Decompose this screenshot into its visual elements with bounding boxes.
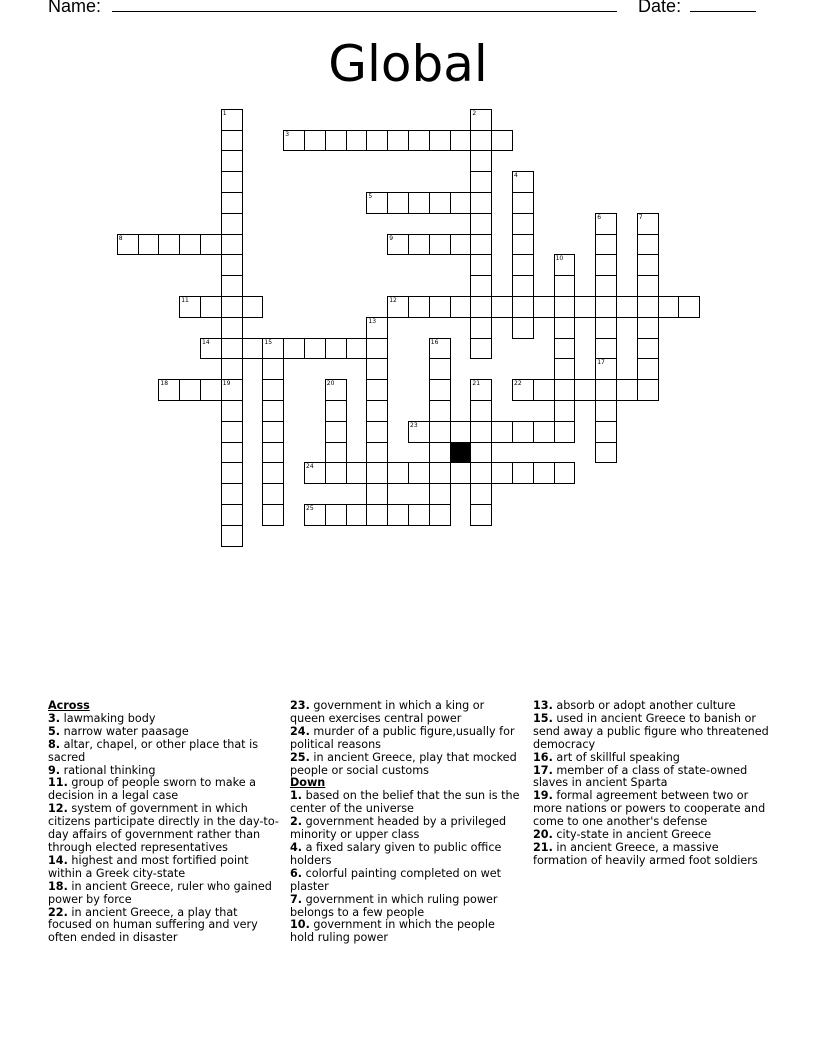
- grid-cell[interactable]: [221, 130, 243, 152]
- grid-cell[interactable]: [512, 296, 534, 318]
- grid-cell[interactable]: [470, 234, 492, 256]
- grid-cell[interactable]: [429, 400, 451, 422]
- clue-text: government in which ruling power belongs to a few people: [290, 892, 498, 919]
- clue-number: 18: [160, 380, 169, 388]
- grid-cell[interactable]: [304, 338, 326, 360]
- puzzle-title: Global: [328, 35, 488, 93]
- clue-number: 8: [118, 234, 123, 242]
- clue-number-label: 5.: [48, 724, 61, 738]
- grid-cell[interactable]: [512, 234, 534, 256]
- grid-cell[interactable]: [429, 358, 451, 380]
- grid-cell[interactable]: [429, 234, 451, 256]
- clue-number-label: 15.: [533, 711, 553, 725]
- grid-cell[interactable]: [637, 338, 659, 360]
- grid-cell[interactable]: [200, 379, 222, 401]
- grid-cell[interactable]: [304, 130, 326, 152]
- grid-cell[interactable]: [554, 400, 576, 422]
- grid-cell[interactable]: [262, 442, 284, 464]
- grid-cell[interactable]: [470, 275, 492, 297]
- grid-cell[interactable]: [470, 254, 492, 276]
- grid-cell[interactable]: [470, 109, 492, 131]
- clue-number: 24: [306, 463, 314, 471]
- grid-cell[interactable]: [429, 379, 451, 401]
- clue-number: 22: [514, 380, 522, 388]
- clue-item: [290, 726, 522, 752]
- clue-number-label: 9.: [48, 763, 61, 777]
- grid-cell[interactable]: [346, 504, 368, 526]
- grid-cell[interactable]: [637, 296, 659, 318]
- clue-number-label: 14.: [48, 853, 68, 867]
- grid-cell[interactable]: [512, 171, 534, 193]
- grid-cell[interactable]: [221, 358, 243, 380]
- grid-cell[interactable]: [470, 421, 492, 443]
- clue-number-label: 4.: [290, 840, 303, 854]
- grid-cell[interactable]: [387, 504, 409, 526]
- grid-cell[interactable]: [595, 442, 617, 464]
- clue-number: 17: [597, 359, 605, 367]
- grid-cell[interactable]: [429, 130, 451, 152]
- grid-cell[interactable]: [221, 317, 243, 339]
- grid-cell[interactable]: [637, 254, 659, 276]
- grid-cell[interactable]: [491, 462, 513, 484]
- clue-item: [48, 739, 280, 765]
- grid-cell[interactable]: [491, 130, 513, 152]
- grid-cell[interactable]: [429, 504, 451, 526]
- grid-cell[interactable]: [533, 421, 555, 443]
- clue-number-label: 18.: [48, 879, 68, 893]
- grid-cell[interactable]: [346, 338, 368, 360]
- grid-cell[interactable]: [325, 504, 347, 526]
- clue-number-label: 20.: [533, 828, 553, 842]
- grid-cell[interactable]: [325, 442, 347, 464]
- grid-cell[interactable]: [595, 317, 617, 339]
- clue-number-label: 8.: [48, 737, 61, 751]
- grid-cell[interactable]: [158, 379, 180, 401]
- clue-number-label: 17.: [533, 763, 553, 777]
- clue-item: [48, 777, 280, 803]
- clue-item: [48, 907, 280, 946]
- grid-cell[interactable]: [221, 338, 243, 360]
- grid-cell[interactable]: [366, 192, 388, 214]
- clue-item: [290, 894, 522, 920]
- grid-cell[interactable]: [262, 421, 284, 443]
- grid-cell[interactable]: [554, 296, 576, 318]
- grid-cell[interactable]: [366, 317, 388, 339]
- grid-cell[interactable]: [200, 234, 222, 256]
- grid-cell[interactable]: [387, 130, 409, 152]
- grid-cell[interactable]: [408, 296, 430, 318]
- grid-cell[interactable]: [366, 338, 388, 360]
- grid-cell[interactable]: [512, 213, 534, 235]
- clue-text: member of a class of state-owned slaves in ancient Sparta: [533, 763, 748, 790]
- clue-text: government headed by a privileged minority or upper class: [290, 815, 507, 842]
- grid-cell[interactable]: [221, 254, 243, 276]
- clue-number-label: 3.: [48, 711, 61, 725]
- clue-number: 5: [368, 193, 373, 200]
- grid-cell[interactable]: [429, 442, 451, 464]
- grid-cell[interactable]: [221, 483, 243, 505]
- clue-text: murder of a public figure,usually for political reasons: [290, 724, 515, 751]
- grid-cell[interactable]: [595, 275, 617, 297]
- grid-cell[interactable]: [554, 338, 576, 360]
- grid-cell[interactable]: [470, 150, 492, 172]
- grid-cell[interactable]: [387, 296, 409, 318]
- grid-cell[interactable]: [450, 192, 472, 214]
- grid-cell[interactable]: [637, 275, 659, 297]
- grid-cell[interactable]: [470, 192, 492, 214]
- grid-cell[interactable]: [637, 213, 659, 235]
- grid-cell[interactable]: [408, 462, 430, 484]
- grid-cell[interactable]: [470, 338, 492, 360]
- grid-cell[interactable]: [470, 171, 492, 193]
- grid-cell[interactable]: [179, 379, 201, 401]
- clue-item: [290, 919, 522, 945]
- clue-number-label: 22.: [48, 905, 68, 919]
- clue-item: [533, 765, 773, 791]
- clue-number-label: 21.: [533, 840, 553, 854]
- grid-cell[interactable]: [221, 379, 243, 401]
- grid-cell[interactable]: [221, 296, 243, 318]
- grid-cell[interactable]: [595, 296, 617, 318]
- grid-cell[interactable]: [179, 296, 201, 318]
- grid-cell[interactable]: [574, 379, 596, 401]
- clue-text: rational thinking: [60, 763, 156, 777]
- grid-cell[interactable]: [595, 234, 617, 256]
- grid-cell[interactable]: [616, 296, 638, 318]
- clue-number-label: 11.: [48, 776, 68, 790]
- clue-number: 13: [368, 317, 377, 325]
- grid-cell[interactable]: [262, 358, 284, 380]
- grid-cell[interactable]: [262, 400, 284, 422]
- clue-text: used in ancient Greece to banish or send away a public figure who threatened democracy: [533, 711, 769, 751]
- clue-text: in ancient Greece, play that mocked people or social customs: [290, 750, 517, 777]
- grid-cell[interactable]: [429, 296, 451, 318]
- name-label: Name:: [48, 0, 102, 16]
- grid-cell[interactable]: [408, 130, 430, 152]
- clue-text: altar, chapel, or other place that is sacred: [48, 737, 259, 764]
- clue-number: 11: [181, 297, 189, 304]
- clue-number-label: 1.: [290, 789, 303, 803]
- clue-text: city-state in ancient Greece: [552, 828, 712, 842]
- grid-cell[interactable]: [429, 462, 451, 484]
- grid-cell[interactable]: [158, 234, 180, 256]
- grid-cell[interactable]: [346, 130, 368, 152]
- grid-cell[interactable]: [200, 338, 222, 360]
- grid-cell[interactable]: [637, 317, 659, 339]
- grid-cell[interactable]: [554, 254, 576, 276]
- grid-cell[interactable]: [262, 483, 284, 505]
- clue-item: [48, 881, 280, 907]
- grid-cell[interactable]: [429, 338, 451, 360]
- grid-cell[interactable]: [221, 504, 243, 526]
- grid-cell[interactable]: [637, 234, 659, 256]
- grid-cell[interactable]: [387, 462, 409, 484]
- clue-text: formal agreement between two or more nations or powers to cooperate and come to one another's defense: [533, 789, 766, 829]
- grid-cell[interactable]: [429, 192, 451, 214]
- grid-cell[interactable]: [221, 525, 243, 547]
- grid-cell[interactable]: [470, 379, 492, 401]
- clue-item: [290, 700, 522, 726]
- clue-number: 3: [285, 130, 290, 138]
- clue-number-label: 24.: [290, 724, 310, 738]
- clue-text: a fixed salary given to public office holders: [290, 840, 502, 867]
- grid-cell[interactable]: [450, 130, 472, 152]
- grid-cell[interactable]: [221, 400, 243, 422]
- grid-cell[interactable]: [262, 338, 284, 360]
- grid-cell[interactable]: [283, 338, 305, 360]
- clue-text: in ancient Greece, ruler who gained power by force: [48, 879, 272, 906]
- clue-text: based on the belief that the sun is the center of the universe: [290, 789, 520, 816]
- grid-cell[interactable]: [221, 150, 243, 172]
- clue-number: 6: [597, 213, 602, 221]
- grid-cell[interactable]: [491, 421, 513, 443]
- grid-cell[interactable]: [512, 254, 534, 276]
- clue-number-label: 2.: [290, 815, 303, 829]
- grid-cell[interactable]: [595, 421, 617, 443]
- grid-cell[interactable]: [221, 442, 243, 464]
- clue-text: highest and most fortified point within a Greek city-state: [48, 853, 249, 880]
- grid-cell[interactable]: [325, 400, 347, 422]
- grid-cell[interactable]: [221, 462, 243, 484]
- grid-cell[interactable]: [616, 379, 638, 401]
- name-blank[interactable]: [112, 0, 617, 12]
- clue-text: government in which a king or queen exercises central power: [290, 699, 485, 725]
- clue-column-1: [48, 700, 280, 945]
- clue-number-label: 12.: [48, 802, 68, 816]
- clue-text: government in which the people hold ruling power: [290, 918, 495, 945]
- clue-number: 4: [514, 172, 518, 180]
- grid-cell[interactable]: [595, 379, 617, 401]
- name-date-line: [48, 0, 748, 17]
- date-label: Date:: [638, 0, 682, 16]
- grid-cell[interactable]: [221, 234, 243, 256]
- clue-item: [290, 816, 522, 842]
- clue-text: absorb or adopt another culture: [552, 699, 736, 712]
- grid-cell[interactable]: [325, 338, 347, 360]
- grid-cell[interactable]: [325, 379, 347, 401]
- grid-cell[interactable]: [221, 275, 243, 297]
- grid-cell[interactable]: [554, 275, 576, 297]
- grid-cell[interactable]: [221, 109, 243, 131]
- grid-cell[interactable]: [533, 379, 555, 401]
- clue-number: 23: [410, 421, 418, 429]
- clue-number: 16: [430, 338, 439, 346]
- black-square: [450, 442, 472, 464]
- grid-cell[interactable]: [429, 421, 451, 443]
- clue-number-label: 13.: [533, 699, 553, 712]
- clue-text: in ancient Greece, a play that focused on human suffering and very often ended in disaster: [48, 905, 258, 945]
- grid-cell[interactable]: [346, 462, 368, 484]
- grid-cell[interactable]: [637, 379, 659, 401]
- grid-cell[interactable]: [304, 504, 326, 526]
- grid-cell[interactable]: [221, 171, 243, 193]
- down-heading: Down: [290, 776, 326, 790]
- grid-cell[interactable]: [387, 192, 409, 214]
- grid-cell[interactable]: [262, 462, 284, 484]
- grid-cell[interactable]: [366, 504, 388, 526]
- grid-cell[interactable]: [366, 400, 388, 422]
- grid-cell[interactable]: [242, 338, 264, 360]
- clue-number-label: 16.: [533, 750, 553, 764]
- clue-item: [290, 752, 522, 778]
- clue-number-label: 25.: [290, 750, 310, 764]
- grid-cell[interactable]: [554, 358, 576, 380]
- grid-cell[interactable]: [470, 213, 492, 235]
- grid-cell[interactable]: [200, 296, 222, 318]
- grid-cell[interactable]: [470, 462, 492, 484]
- grid-cell[interactable]: [554, 317, 576, 339]
- clue-text: art of skillful speaking: [552, 750, 680, 764]
- clue-column-3: [533, 700, 773, 868]
- grid-cell[interactable]: [408, 234, 430, 256]
- grid-cell[interactable]: [512, 192, 534, 214]
- clue-item: [48, 803, 280, 855]
- grid-cell[interactable]: [138, 234, 160, 256]
- clue-number-label: 10.: [290, 918, 310, 932]
- grid-cell[interactable]: [470, 442, 492, 464]
- clue-number: 9: [389, 234, 394, 242]
- grid-cell[interactable]: [595, 338, 617, 360]
- grid-cell[interactable]: [221, 213, 243, 235]
- clue-number-label: 6.: [290, 866, 303, 880]
- grid-cell[interactable]: [470, 400, 492, 422]
- grid-cell[interactable]: [450, 462, 472, 484]
- across-heading: Across: [48, 699, 90, 712]
- grid-cell[interactable]: [366, 421, 388, 443]
- grid-cell[interactable]: [366, 483, 388, 505]
- grid-cell[interactable]: [366, 379, 388, 401]
- grid-cell[interactable]: [470, 317, 492, 339]
- grid-cell[interactable]: [533, 462, 555, 484]
- clue-number: 10: [555, 255, 564, 263]
- grid-cell[interactable]: [366, 130, 388, 152]
- clue-number: 25: [306, 505, 314, 512]
- clue-text: system of government in which citizens participate directly in the day-to-day affairs of government rather than through elected representatives: [48, 802, 279, 854]
- grid-cell[interactable]: [304, 462, 326, 484]
- grid-cell[interactable]: [554, 421, 576, 443]
- clue-number: 12: [389, 297, 397, 304]
- grid-cell[interactable]: [450, 234, 472, 256]
- clue-text: lawmaking body: [60, 711, 156, 725]
- clue-item: [290, 842, 522, 868]
- grid-cell[interactable]: [325, 462, 347, 484]
- grid-cell[interactable]: [366, 462, 388, 484]
- grid-cell[interactable]: [595, 358, 617, 380]
- clue-number: 7: [638, 213, 643, 221]
- clue-number: 1: [222, 109, 227, 117]
- grid-cell[interactable]: [470, 296, 492, 318]
- clue-text: colorful painting completed on wet plaster: [290, 866, 502, 893]
- grid-cell[interactable]: [595, 213, 617, 235]
- grid-cell[interactable]: [221, 192, 243, 214]
- grid-cell[interactable]: [574, 296, 596, 318]
- grid-cell[interactable]: [179, 234, 201, 256]
- clue-column-2: [290, 700, 522, 945]
- grid-cell[interactable]: [325, 421, 347, 443]
- grid-cell[interactable]: [595, 400, 617, 422]
- clue-number: 2: [472, 109, 477, 117]
- grid-cell[interactable]: [283, 130, 305, 152]
- grid-cell[interactable]: [512, 421, 534, 443]
- clue-number: 19: [222, 380, 231, 388]
- clue-text: group of people sworn to make a decision in a legal case: [48, 776, 257, 803]
- grid-cell[interactable]: [637, 358, 659, 380]
- clue-number-label: 7.: [290, 892, 303, 906]
- grid-cell[interactable]: [408, 192, 430, 214]
- clue-number: 15: [264, 338, 273, 346]
- grid-cell[interactable]: [366, 442, 388, 464]
- grid-cell[interactable]: [470, 504, 492, 526]
- clue-number: 14: [202, 338, 210, 346]
- grid-cell[interactable]: [242, 296, 264, 318]
- grid-cell[interactable]: [512, 275, 534, 297]
- grid-cell[interactable]: [117, 234, 139, 256]
- grid-cell[interactable]: [366, 358, 388, 380]
- grid-cell[interactable]: [408, 421, 430, 443]
- clue-item: [533, 790, 773, 829]
- clue-item: [533, 842, 773, 868]
- grid-cell[interactable]: [595, 254, 617, 276]
- grid-cell[interactable]: [533, 296, 555, 318]
- clue-item: [290, 868, 522, 894]
- grid-cell[interactable]: [554, 379, 576, 401]
- clue-number-label: 23.: [290, 699, 310, 712]
- grid-cell[interactable]: [262, 379, 284, 401]
- clue-text: in ancient Greece, a massive formation of heavily armed foot soldiers: [533, 840, 758, 867]
- grid-cell[interactable]: [408, 504, 430, 526]
- clue-item: [290, 790, 522, 816]
- grid-cell[interactable]: [262, 504, 284, 526]
- date-blank[interactable]: [690, 0, 756, 12]
- clue-text: narrow water paasage: [60, 724, 189, 738]
- grid-cell[interactable]: [450, 296, 472, 318]
- clue-number-label: 19.: [533, 789, 553, 803]
- grid-cell[interactable]: [387, 234, 409, 256]
- grid-cell[interactable]: [491, 296, 513, 318]
- grid-cell[interactable]: [450, 421, 472, 443]
- grid-cell[interactable]: [429, 483, 451, 505]
- grid-cell[interactable]: [470, 130, 492, 152]
- grid-cell[interactable]: [512, 462, 534, 484]
- clue-item: [533, 713, 773, 752]
- clue-item: [48, 855, 280, 881]
- grid-cell[interactable]: [325, 130, 347, 152]
- grid-cell[interactable]: [678, 296, 700, 318]
- grid-cell[interactable]: [512, 379, 534, 401]
- clue-number: 21: [472, 380, 481, 388]
- grid-cell[interactable]: [512, 317, 534, 339]
- grid-cell[interactable]: [221, 421, 243, 443]
- clue-number: 20: [326, 380, 335, 388]
- grid-cell[interactable]: [554, 462, 576, 484]
- grid-cell[interactable]: [658, 296, 680, 318]
- grid-cell[interactable]: [470, 483, 492, 505]
